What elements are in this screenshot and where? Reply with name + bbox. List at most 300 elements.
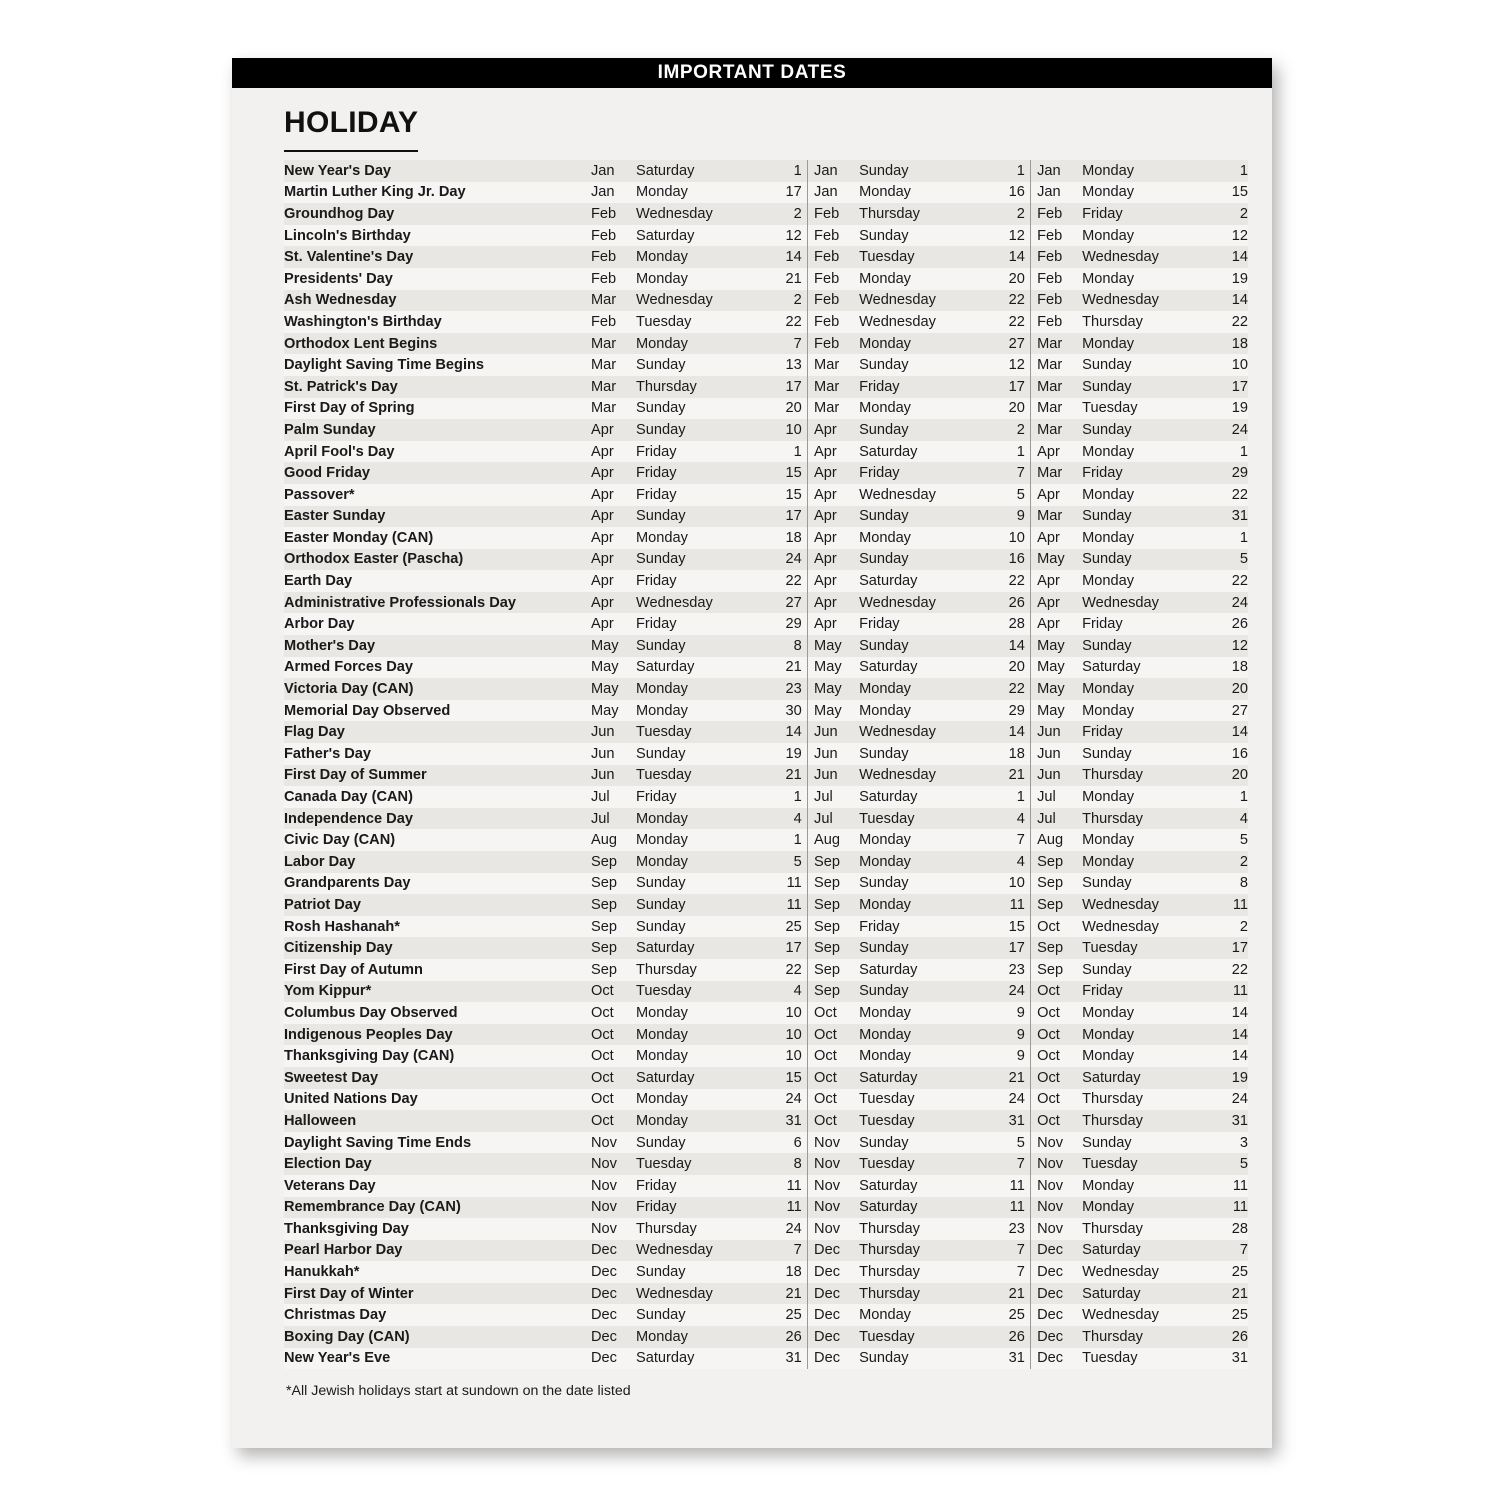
- year1-date: 1: [757, 786, 802, 808]
- year3-date: 17: [1203, 937, 1248, 959]
- year1-weekday: Friday: [636, 613, 757, 635]
- year3-weekday: Friday: [1082, 462, 1203, 484]
- column-divider: [1025, 311, 1037, 333]
- year2-weekday: Sunday: [859, 981, 980, 1003]
- year2-month: Jan: [814, 160, 859, 182]
- column-divider: [1025, 462, 1037, 484]
- year3-weekday: Wednesday: [1082, 894, 1203, 916]
- year2-month: Nov: [814, 1153, 859, 1175]
- holiday-name: Daylight Saving Time Ends: [284, 1132, 591, 1154]
- year2-month: Oct: [814, 1067, 859, 1089]
- year2-weekday: Wednesday: [859, 290, 980, 312]
- year2-month: Sep: [814, 981, 859, 1003]
- year3-date: 16: [1203, 743, 1248, 765]
- year3-date: 14: [1203, 721, 1248, 743]
- column-divider-line: [807, 290, 808, 312]
- year3-month: Sep: [1037, 873, 1082, 895]
- table-row: [284, 311, 1248, 333]
- year2-date: 7: [980, 1153, 1025, 1175]
- holiday-name: Good Friday: [284, 462, 591, 484]
- column-divider: [1025, 1067, 1037, 1089]
- year2-month: Oct: [814, 1045, 859, 1067]
- holiday-name: Presidents' Day: [284, 268, 591, 290]
- column-divider: [1025, 657, 1037, 679]
- table-row: [284, 1283, 1248, 1305]
- year1-weekday: Saturday: [636, 657, 757, 679]
- year1-date: 7: [757, 333, 802, 355]
- table-row: [284, 376, 1248, 398]
- year3-weekday: Friday: [1082, 981, 1203, 1003]
- year2-date: 2: [980, 419, 1025, 441]
- column-divider-line: [807, 462, 808, 484]
- table-row: [284, 398, 1248, 420]
- year1-date: 22: [757, 959, 802, 981]
- table-row: [284, 743, 1248, 765]
- column-divider-line: [1030, 506, 1031, 528]
- year1-date: 14: [757, 246, 802, 268]
- holiday-name: Halloween: [284, 1110, 591, 1132]
- column-divider: [1025, 268, 1037, 290]
- year1-date: 1: [757, 160, 802, 182]
- table-row: [284, 959, 1248, 981]
- year2-month: Sep: [814, 851, 859, 873]
- year1-date: 8: [757, 635, 802, 657]
- year1-weekday: Sunday: [636, 873, 757, 895]
- year1-date: 19: [757, 743, 802, 765]
- year1-month: Feb: [591, 225, 636, 247]
- year3-month: Nov: [1037, 1132, 1082, 1154]
- year3-date: 25: [1203, 1261, 1248, 1283]
- year2-date: 5: [980, 484, 1025, 506]
- year1-date: 11: [757, 894, 802, 916]
- column-divider-line: [1030, 635, 1031, 657]
- table-row: [284, 635, 1248, 657]
- year2-month: Jul: [814, 808, 859, 830]
- year3-weekday: Wednesday: [1082, 1261, 1203, 1283]
- year3-weekday: Monday: [1082, 160, 1203, 182]
- year3-month: Mar: [1037, 462, 1082, 484]
- year3-date: 14: [1203, 1024, 1248, 1046]
- year3-date: 31: [1203, 506, 1248, 528]
- year3-date: 19: [1203, 268, 1248, 290]
- year1-weekday: Friday: [636, 1175, 757, 1197]
- year3-weekday: Thursday: [1082, 1089, 1203, 1111]
- year3-month: May: [1037, 635, 1082, 657]
- year1-weekday: Wednesday: [636, 290, 757, 312]
- year2-weekday: Saturday: [859, 786, 980, 808]
- year1-month: Dec: [591, 1304, 636, 1326]
- year3-weekday: Tuesday: [1082, 937, 1203, 959]
- year3-weekday: Tuesday: [1082, 1348, 1203, 1370]
- column-divider-line: [807, 484, 808, 506]
- year3-month: Oct: [1037, 1002, 1082, 1024]
- holiday-name: Groundhog Day: [284, 203, 591, 225]
- column-divider-line: [1030, 441, 1031, 463]
- year3-weekday: Saturday: [1082, 1067, 1203, 1089]
- year2-date: 22: [980, 290, 1025, 312]
- year2-date: 28: [980, 613, 1025, 635]
- column-divider: [1025, 1045, 1037, 1067]
- year3-month: Oct: [1037, 1089, 1082, 1111]
- holiday-name: Washington's Birthday: [284, 311, 591, 333]
- column-divider: [802, 678, 814, 700]
- column-divider: [1025, 160, 1037, 182]
- year3-month: Dec: [1037, 1240, 1082, 1262]
- column-divider-line: [1030, 484, 1031, 506]
- year3-weekday: Sunday: [1082, 549, 1203, 571]
- year3-date: 18: [1203, 657, 1248, 679]
- column-divider-line: [1030, 916, 1031, 938]
- column-divider: [802, 506, 814, 528]
- year2-weekday: Friday: [859, 376, 980, 398]
- year1-date: 23: [757, 678, 802, 700]
- year2-date: 7: [980, 829, 1025, 851]
- column-divider-line: [1030, 570, 1031, 592]
- year3-date: 22: [1203, 959, 1248, 981]
- column-divider-line: [1030, 1304, 1031, 1326]
- year1-weekday: Saturday: [636, 1067, 757, 1089]
- year2-month: Dec: [814, 1261, 859, 1283]
- year1-date: 15: [757, 462, 802, 484]
- column-divider-line: [1030, 851, 1031, 873]
- column-divider: [802, 1326, 814, 1348]
- year1-month: Oct: [591, 1110, 636, 1132]
- year2-weekday: Sunday: [859, 635, 980, 657]
- year1-weekday: Monday: [636, 1089, 757, 1111]
- year3-date: 5: [1203, 829, 1248, 851]
- table-row: [284, 592, 1248, 614]
- year3-date: 14: [1203, 246, 1248, 268]
- year2-month: Apr: [814, 527, 859, 549]
- column-divider-line: [1030, 1024, 1031, 1046]
- year2-month: Nov: [814, 1175, 859, 1197]
- year1-weekday: Tuesday: [636, 765, 757, 787]
- column-divider: [802, 570, 814, 592]
- column-divider-line: [1030, 549, 1031, 571]
- year2-month: Jun: [814, 721, 859, 743]
- year3-weekday: Monday: [1082, 484, 1203, 506]
- year2-weekday: Saturday: [859, 1175, 980, 1197]
- column-divider: [802, 937, 814, 959]
- year2-weekday: Tuesday: [859, 1089, 980, 1111]
- year2-month: Apr: [814, 462, 859, 484]
- column-divider: [802, 549, 814, 571]
- column-divider-line: [1030, 1326, 1031, 1348]
- year1-weekday: Friday: [636, 441, 757, 463]
- column-divider: [802, 1153, 814, 1175]
- table-row: [284, 937, 1248, 959]
- page-title: IMPORTANT DATES: [232, 58, 1272, 88]
- column-divider: [1025, 1089, 1037, 1111]
- year1-weekday: Friday: [636, 484, 757, 506]
- column-divider-line: [807, 1089, 808, 1111]
- year2-month: Feb: [814, 246, 859, 268]
- year1-date: 26: [757, 1326, 802, 1348]
- year2-month: Jun: [814, 765, 859, 787]
- year3-date: 12: [1203, 635, 1248, 657]
- year1-date: 10: [757, 1002, 802, 1024]
- column-divider-line: [1030, 1197, 1031, 1219]
- column-divider: [1025, 225, 1037, 247]
- column-divider: [1025, 873, 1037, 895]
- year1-date: 17: [757, 182, 802, 204]
- column-divider-line: [1030, 1283, 1031, 1305]
- table-row: [284, 1261, 1248, 1283]
- year1-date: 17: [757, 506, 802, 528]
- year2-month: Sep: [814, 894, 859, 916]
- year2-weekday: Sunday: [859, 354, 980, 376]
- table-row: [284, 1110, 1248, 1132]
- year2-month: Oct: [814, 1024, 859, 1046]
- column-divider-line: [807, 1348, 808, 1370]
- table-row: [284, 354, 1248, 376]
- year1-date: 15: [757, 1067, 802, 1089]
- year2-month: Dec: [814, 1240, 859, 1262]
- column-divider: [802, 873, 814, 895]
- year1-date: 5: [757, 851, 802, 873]
- column-divider-line: [807, 613, 808, 635]
- year2-weekday: Thursday: [859, 1283, 980, 1305]
- table-row: [284, 246, 1248, 268]
- year3-month: Jan: [1037, 160, 1082, 182]
- year3-month: Apr: [1037, 484, 1082, 506]
- column-divider-line: [807, 721, 808, 743]
- column-divider-line: [807, 1218, 808, 1240]
- column-divider: [1025, 376, 1037, 398]
- year3-weekday: Thursday: [1082, 808, 1203, 830]
- year1-month: Sep: [591, 959, 636, 981]
- holiday-name: Earth Day: [284, 570, 591, 592]
- year3-weekday: Monday: [1082, 1024, 1203, 1046]
- holiday-name: Daylight Saving Time Begins: [284, 354, 591, 376]
- year2-date: 4: [980, 851, 1025, 873]
- footnote: *All Jewish holidays start at sundown on the date listed: [286, 1383, 631, 1400]
- holiday-name: Passover*: [284, 484, 591, 506]
- holiday-name: Thanksgiving Day (CAN): [284, 1045, 591, 1067]
- column-divider-line: [807, 246, 808, 268]
- year2-weekday: Sunday: [859, 937, 980, 959]
- year3-date: 29: [1203, 462, 1248, 484]
- year2-date: 17: [980, 937, 1025, 959]
- year3-month: May: [1037, 549, 1082, 571]
- year3-month: Dec: [1037, 1304, 1082, 1326]
- year1-month: Sep: [591, 916, 636, 938]
- year2-month: Feb: [814, 225, 859, 247]
- column-divider-line: [1030, 721, 1031, 743]
- column-divider-line: [807, 419, 808, 441]
- year2-month: Feb: [814, 290, 859, 312]
- column-divider: [802, 462, 814, 484]
- column-divider: [802, 959, 814, 981]
- year3-date: 26: [1203, 1326, 1248, 1348]
- year2-month: Nov: [814, 1197, 859, 1219]
- year3-month: Feb: [1037, 311, 1082, 333]
- column-divider-line: [1030, 1153, 1031, 1175]
- year1-date: 4: [757, 808, 802, 830]
- year2-date: 26: [980, 1326, 1025, 1348]
- column-divider: [1025, 549, 1037, 571]
- year3-month: Nov: [1037, 1175, 1082, 1197]
- holiday-name: Orthodox Lent Begins: [284, 333, 591, 355]
- column-divider: [802, 808, 814, 830]
- column-divider-line: [807, 851, 808, 873]
- year2-month: Sep: [814, 873, 859, 895]
- table-row: [284, 1089, 1248, 1111]
- year1-date: 8: [757, 1153, 802, 1175]
- year2-month: Nov: [814, 1218, 859, 1240]
- year1-month: May: [591, 678, 636, 700]
- year2-weekday: Monday: [859, 678, 980, 700]
- table-row: [284, 268, 1248, 290]
- column-divider-line: [807, 1110, 808, 1132]
- column-divider: [1025, 1261, 1037, 1283]
- year2-date: 12: [980, 354, 1025, 376]
- year1-weekday: Sunday: [636, 916, 757, 938]
- year1-date: 29: [757, 613, 802, 635]
- year2-weekday: Monday: [859, 1045, 980, 1067]
- year1-date: 25: [757, 916, 802, 938]
- holiday-name: Martin Luther King Jr. Day: [284, 182, 591, 204]
- table-row: [284, 549, 1248, 571]
- column-divider: [802, 1218, 814, 1240]
- column-divider-line: [1030, 678, 1031, 700]
- year1-weekday: Sunday: [636, 635, 757, 657]
- column-divider-line: [807, 1304, 808, 1326]
- year3-date: 14: [1203, 1045, 1248, 1067]
- column-divider-line: [1030, 959, 1031, 981]
- year1-weekday: Sunday: [636, 1132, 757, 1154]
- holiday-name: Armed Forces Day: [284, 657, 591, 679]
- column-divider: [1025, 506, 1037, 528]
- column-divider: [802, 398, 814, 420]
- column-divider: [802, 1261, 814, 1283]
- table-row: [284, 203, 1248, 225]
- column-divider: [802, 981, 814, 1003]
- year2-weekday: Tuesday: [859, 1153, 980, 1175]
- column-divider-line: [807, 354, 808, 376]
- column-divider-line: [807, 527, 808, 549]
- table-row: [284, 1326, 1248, 1348]
- column-divider: [802, 1089, 814, 1111]
- column-divider-line: [807, 808, 808, 830]
- column-divider-line: [1030, 1110, 1031, 1132]
- year1-month: Aug: [591, 829, 636, 851]
- column-divider-line: [807, 765, 808, 787]
- year2-weekday: Monday: [859, 1002, 980, 1024]
- holiday-name: Victoria Day (CAN): [284, 678, 591, 700]
- year2-weekday: Sunday: [859, 549, 980, 571]
- year1-month: Feb: [591, 203, 636, 225]
- column-divider-line: [807, 873, 808, 895]
- holiday-name: Ash Wednesday: [284, 290, 591, 312]
- year1-month: Apr: [591, 527, 636, 549]
- year3-weekday: Sunday: [1082, 354, 1203, 376]
- year3-month: Apr: [1037, 527, 1082, 549]
- column-divider: [1025, 959, 1037, 981]
- column-divider-line: [807, 1067, 808, 1089]
- year1-date: 14: [757, 721, 802, 743]
- year1-weekday: Saturday: [636, 1348, 757, 1370]
- column-divider: [802, 484, 814, 506]
- column-divider-line: [1030, 1175, 1031, 1197]
- table-row: [284, 721, 1248, 743]
- column-divider: [802, 160, 814, 182]
- year3-month: Dec: [1037, 1261, 1082, 1283]
- column-divider-line: [1030, 1348, 1031, 1370]
- section-heading: HOLIDAY: [284, 88, 418, 152]
- year1-weekday: Monday: [636, 246, 757, 268]
- year2-date: 23: [980, 959, 1025, 981]
- year1-date: 6: [757, 1132, 802, 1154]
- year1-month: Apr: [591, 570, 636, 592]
- holiday-name: Flag Day: [284, 721, 591, 743]
- year2-date: 11: [980, 894, 1025, 916]
- column-divider: [802, 894, 814, 916]
- column-divider-line: [807, 786, 808, 808]
- year1-month: Dec: [591, 1283, 636, 1305]
- year1-month: Nov: [591, 1197, 636, 1219]
- column-divider: [802, 225, 814, 247]
- year2-weekday: Friday: [859, 613, 980, 635]
- year1-month: Jul: [591, 786, 636, 808]
- year1-month: Jul: [591, 808, 636, 830]
- column-divider: [802, 635, 814, 657]
- table-row: [284, 506, 1248, 528]
- year2-date: 9: [980, 1002, 1025, 1024]
- column-divider: [802, 1348, 814, 1370]
- year1-date: 1: [757, 829, 802, 851]
- table-row: [284, 225, 1248, 247]
- year1-weekday: Saturday: [636, 160, 757, 182]
- year1-date: 17: [757, 937, 802, 959]
- column-divider-line: [807, 1261, 808, 1283]
- year3-date: 18: [1203, 333, 1248, 355]
- year1-weekday: Wednesday: [636, 203, 757, 225]
- year1-month: Oct: [591, 1045, 636, 1067]
- year1-date: 18: [757, 527, 802, 549]
- year2-weekday: Sunday: [859, 1348, 980, 1370]
- year2-date: 11: [980, 1197, 1025, 1219]
- table-row: [284, 570, 1248, 592]
- column-divider-line: [1030, 225, 1031, 247]
- year2-date: 31: [980, 1348, 1025, 1370]
- year3-weekday: Saturday: [1082, 657, 1203, 679]
- column-divider-line: [1030, 376, 1031, 398]
- holiday-name: Patriot Day: [284, 894, 591, 916]
- year1-weekday: Monday: [636, 1002, 757, 1024]
- year3-month: Apr: [1037, 441, 1082, 463]
- year3-month: Mar: [1037, 354, 1082, 376]
- year2-date: 5: [980, 1132, 1025, 1154]
- column-divider-line: [807, 506, 808, 528]
- year2-month: Mar: [814, 398, 859, 420]
- column-divider-line: [1030, 203, 1031, 225]
- column-divider-line: [807, 1045, 808, 1067]
- column-divider-line: [807, 657, 808, 679]
- column-divider-line: [807, 1240, 808, 1262]
- column-divider: [802, 916, 814, 938]
- column-divider: [802, 851, 814, 873]
- year3-month: Feb: [1037, 268, 1082, 290]
- column-divider-line: [1030, 765, 1031, 787]
- column-divider: [1025, 1175, 1037, 1197]
- year2-weekday: Wednesday: [859, 721, 980, 743]
- column-divider: [802, 1304, 814, 1326]
- holiday-name: Veterans Day: [284, 1175, 591, 1197]
- column-divider: [802, 527, 814, 549]
- year2-month: Sep: [814, 916, 859, 938]
- column-divider: [1025, 1348, 1037, 1370]
